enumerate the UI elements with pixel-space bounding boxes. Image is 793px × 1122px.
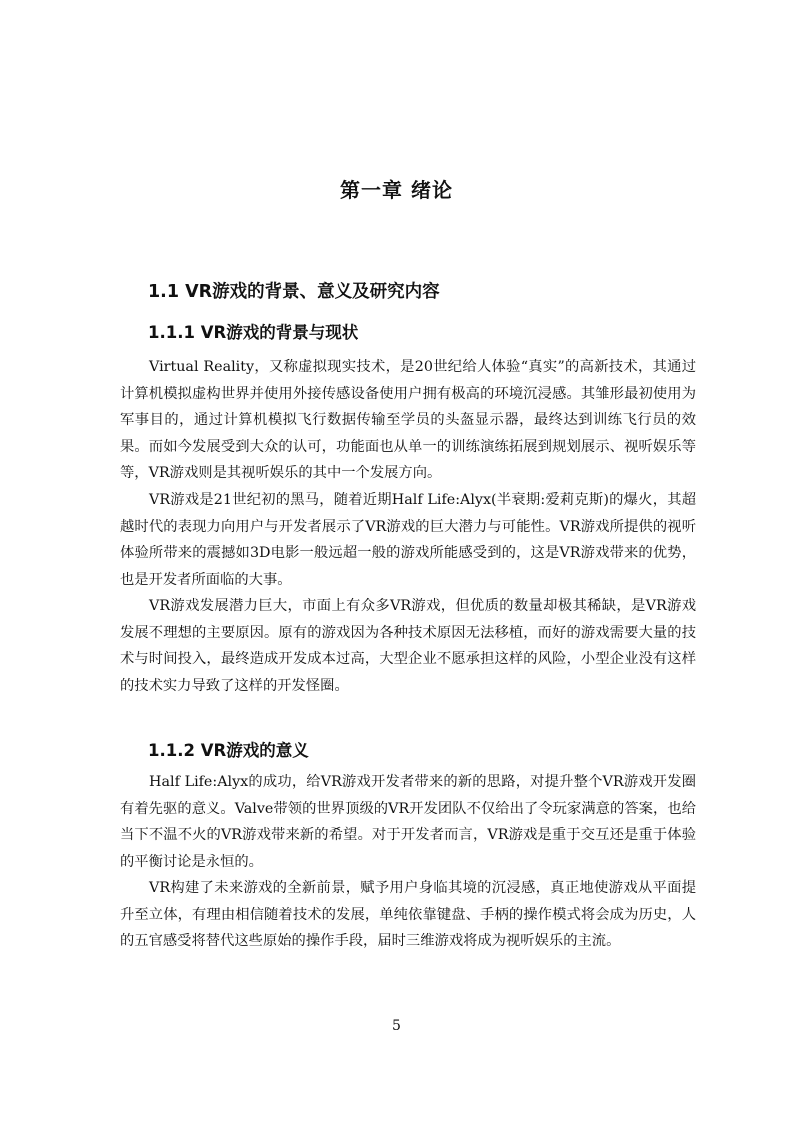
paragraph-2: VR游戏是21世纪初的黑马，随着近期Half Life:Alyx(半衰期:爱莉克斯)的爆火，其超越时代的表现力向用户与开发者展示了VR游戏的巨大潜力与可能性。VR游戏所提供的视听体验所带来的震撼如3D电影一般远超一般的游戏所能感受到的，这是VR游戏带来的优势，也是开发者所面临的大事。 [120, 492, 696, 588]
section-heading: 1.1 VR游戏的背景、意义及研究内容 [148, 282, 440, 302]
subsection-heading-1-1-1: 1.1.1 VR游戏的背景与现状 [148, 323, 359, 342]
paragraph-4: Half Life:Alyx的成功，给VR游戏开发者带来的新的思路，对提升整个VR游戏开发圈有着先驱的意义。Valve带领的世界顶级的VR开发团队不仅给出了令玩家满意的答案，也给当下不温不火的VR游戏带来新的希望。对于开发者而言，VR游戏是重于交互还是重于体验的平衡讨论是永恒的。 [120, 774, 696, 870]
paragraph-1: Virtual Reality，又称虚拟现实技术，是20世纪给人体验“真实”的高新技术，其通过计算机模拟虚构世界并使用外接传感设备使用户拥有极高的环境沉浸感。其雏形最初使用为军事目的，通过计算机模拟飞行数据传输至学员的头盔显示器，最终达到训练飞行员的效果。而如今发展受到大众的认可，功能面也从单一的训练演练拓展到规划展示、视听娱乐等等，VR游戏则是其视听娱乐的其中一个发展方向。 [120, 359, 696, 481]
chapter-title: 第一章 绪论 [340, 178, 453, 202]
page-number: 5 [392, 1018, 401, 1034]
paragraph-5: VR构建了未来游戏的全新前景，赋予用户身临其境的沉浸感，真正地使游戏从平面提升至立体，有理由相信随着技术的发展，单纯依靠键盘、手柄的操作模式将会成为历史，人的五官感受将替代这些原始的操作手段，届时三维游戏将成为视听娱乐的主流。 [120, 880, 696, 949]
subsection-heading-1-1-2: 1.1.2 VR游戏的意义 [148, 741, 309, 760]
paragraph-3: VR游戏发展潜力巨大，市面上有众多VR游戏，但优质的数量却极其稀缺，是VR游戏发展不理想的主要原因。原有的游戏因为各种技术原因无法移植，而好的游戏需要大量的技术与时间投入，最终造成开发成本过高，大型企业不愿承担这样的风险，小型企业没有这样的技术实力导致了这样的开发怪圈。 [120, 598, 696, 694]
